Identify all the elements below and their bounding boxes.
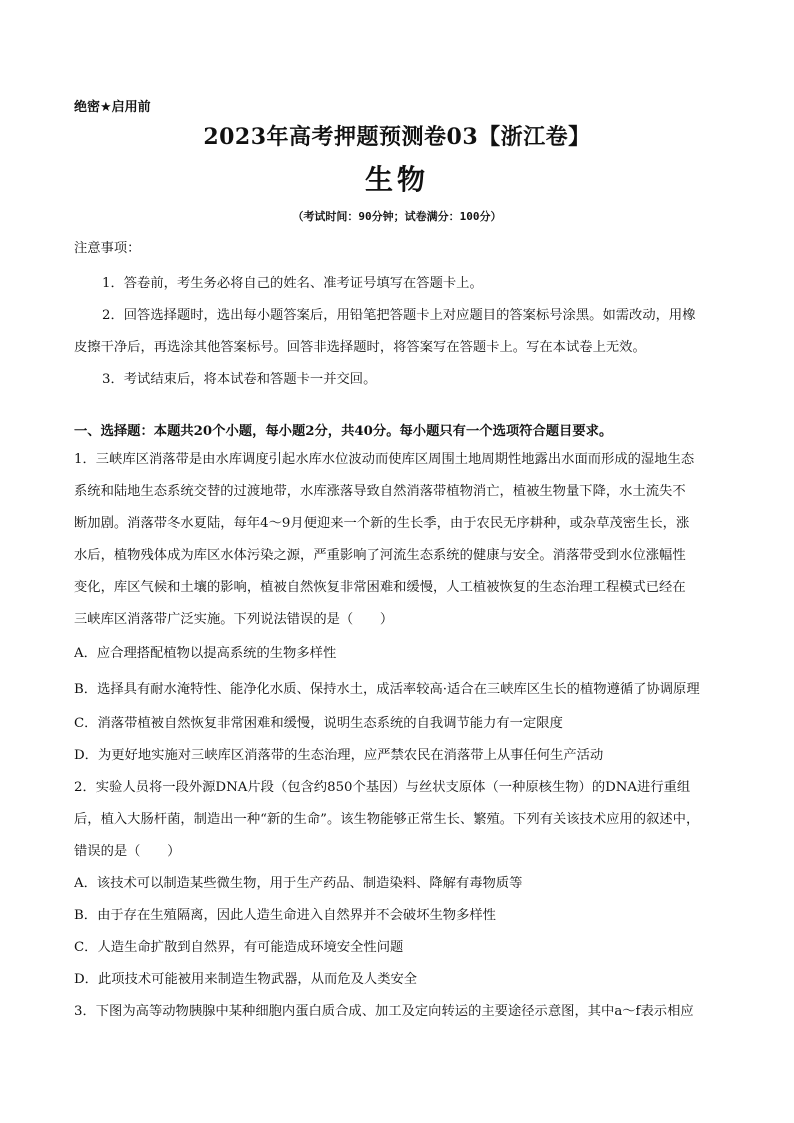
exam-title: 2023年高考押题预测卷03【浙江卷】 [203, 124, 591, 150]
exam-time-info: （考试时间：90分钟；试卷满分：100分） [292, 210, 502, 223]
exam-content [74, 238, 734, 1028]
question-text-line: 水后，植物残体成为库区水体污染之源，严重影响了河流生态系统的健康与安全。消落带受到水位涨幅性 [74, 548, 686, 563]
notice-item-1: 1．答卷前，考生务必将自己的姓名、准考证号填写在答题卡上。 [102, 276, 483, 291]
notice-heading: 注意事项： [74, 241, 141, 256]
option-d: D．为更好地实施对三峡库区消落带的生态治理，应严禁农民在消落带上从事任何生产活动 [74, 748, 604, 763]
question-text-line: 后，植入大肠杆菌，制造出一种“新的生命”。该生物能够正常生长、繁殖。下列有关该技术应用的叙述中， [74, 812, 700, 827]
question-text-line: 错误的是（ ） [74, 844, 181, 859]
question-text-line: 三峡库区消落带广泛实施。下列说法错误的是（ ） [74, 612, 394, 627]
notice-item-2-cont: 皮擦干净后，再选涂其他答案标号。回答非选择题时，将答案写在答题卡上。写在本试卷上无效。 [74, 340, 646, 355]
question-2 [74, 772, 734, 996]
option-b: B．由于存在生殖隔离，因此人造生命进入自然界并不会破坏生物多样性 [74, 908, 496, 923]
question-3 [74, 996, 734, 1028]
question-1 [74, 444, 734, 772]
question-text-line: 变化，库区气候和土壤的影响，植被自然恢复非常困难和缓慢，人工植被恢复的生态治理工程模式已经在 [74, 580, 686, 595]
option-b: B．选择具有耐水淹特性、能净化水质、保持水土，成活率较高·适合在三峡库区生长的植物遵循了协调原理 [74, 682, 700, 697]
secret-label: 绝密★启用前 [74, 100, 151, 115]
subject-title: 生物 [364, 163, 429, 196]
option-d: D．此项技术可能被用来制造生物武器，从而危及人类安全 [74, 972, 418, 987]
question-text-line: 断加剧。消落带冬水夏陆，每年4～9月便迎来一个新的生长季，由于农民无序耕种，或杂草茂密生长，涨 [74, 516, 690, 531]
notice-item-2: 2．回答选择题时，选出每小题答案后，用铅笔把答题卡上对应题目的答案标号涂黑。如需改动，用橡 [102, 308, 696, 323]
notice-item-3: 3．考试结束后，将本试卷和答题卡一并交回。 [102, 372, 377, 387]
option-a: A．应合理搭配植物以提高系统的生物多样性 [74, 646, 337, 661]
question-text-line: 3．下图为高等动物胰腺中某种细胞内蛋白质合成、加工及定向转运的主要途径示意图，其中a～f表示相应 [74, 1004, 694, 1019]
section-heading: 一、选择题：本题共20个小题，每小题2分，共40分。每小题只有一个选项符合题目要求。 [74, 424, 613, 439]
option-c: C．人造生命扩散到自然界，有可能造成环境安全性问题 [74, 940, 404, 955]
question-text-line: 系统和陆地生态系统交替的过渡地带，水库涨落导致自然消落带植物消亡，植被生物量下降，水土流失不 [74, 484, 686, 499]
question-text-line: 2．实验人员将一段外源DNA片段（包含约850个基因）与丝状支原体（一种原核生物）的DNA进行重组 [74, 780, 691, 795]
option-a: A．该技术可以制造某些微生物，用于生产药品、制造染料、降解有毒物质等 [74, 876, 523, 891]
question-text-line: 1．三峡库区消落带是由水库调度引起水库水位波动而使库区周围土地周期性地露出水面而形成的湿地生态 [74, 452, 695, 467]
option-c: C．消落带植被自然恢复非常困难和缓慢，说明生态系统的自我调节能力有一定限度 [74, 716, 563, 731]
